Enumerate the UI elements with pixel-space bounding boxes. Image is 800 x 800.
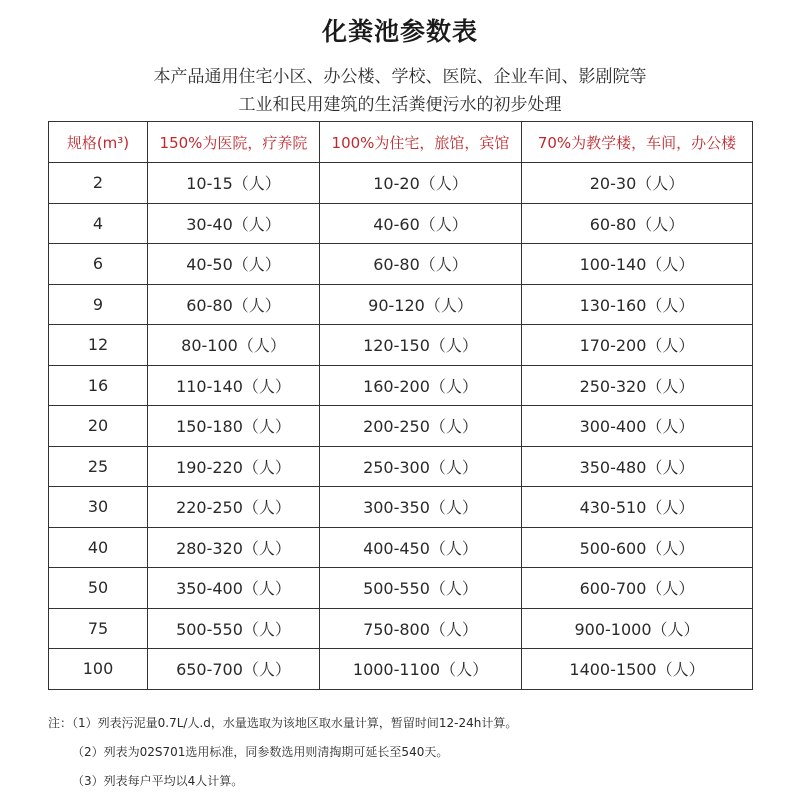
cell-spec: 30 (49, 487, 148, 528)
cell-spec: 4 (49, 203, 148, 244)
cell-teaching: 500-600（人） (522, 527, 753, 568)
cell-teaching: 1400-1500（人） (522, 649, 753, 690)
cell-teaching: 900-1000（人） (522, 608, 753, 649)
table-row (49, 446, 753, 487)
header-residential: 100%为住宅，旅馆，宾馆 (320, 122, 522, 163)
cell-residential: 200-250（人） (320, 406, 522, 447)
cell-hospital: 80-100（人） (148, 325, 320, 366)
header-teaching: 70%为教学楼，车间，办公楼 (522, 122, 753, 163)
table-row (49, 365, 753, 406)
table-row (49, 649, 753, 690)
cell-spec: 100 (49, 649, 148, 690)
cell-residential: 400-450（人） (320, 527, 522, 568)
cell-residential: 160-200（人） (320, 365, 522, 406)
cell-residential: 250-300（人） (320, 446, 522, 487)
table-row (49, 284, 753, 325)
cell-spec: 16 (49, 365, 148, 406)
cell-residential: 40-60（人） (320, 203, 522, 244)
cell-residential: 300-350（人） (320, 487, 522, 528)
cell-hospital: 10-15（人） (148, 163, 320, 204)
table-row (49, 527, 753, 568)
cell-residential: 90-120（人） (320, 284, 522, 325)
cell-hospital: 30-40（人） (148, 203, 320, 244)
cell-teaching: 430-510（人） (522, 487, 753, 528)
cell-teaching: 350-480（人） (522, 446, 753, 487)
table-row (49, 163, 753, 204)
cell-spec: 20 (49, 406, 148, 447)
cell-spec: 50 (49, 568, 148, 609)
cell-hospital: 40-50（人） (148, 244, 320, 285)
cell-teaching: 130-160（人） (522, 284, 753, 325)
subtitle-line-2: 工业和民用建筑的生活粪便污水的初步处理 (238, 95, 562, 115)
table-row (49, 487, 753, 528)
cell-spec: 9 (49, 284, 148, 325)
cell-hospital: 500-550（人） (148, 608, 320, 649)
table-row (49, 568, 753, 609)
cell-residential: 500-550（人） (320, 568, 522, 609)
cell-spec: 6 (49, 244, 148, 285)
note-3: （3）列表每户平均以4人计算。 (72, 774, 244, 788)
cell-teaching: 60-80（人） (522, 203, 753, 244)
table-body (49, 163, 753, 690)
cell-residential: 120-150（人） (320, 325, 522, 366)
cell-spec: 40 (49, 527, 148, 568)
cell-residential: 10-20（人） (320, 163, 522, 204)
subtitle-line-1: 本产品通用住宅小区、办公楼、学校、医院、企业车间、影剧院等 (153, 67, 647, 87)
cell-spec: 12 (49, 325, 148, 366)
note-2: （2）列表为02S701选用标准，同参数选用则清掏期可延长至540天。 (72, 745, 449, 759)
cell-hospital: 60-80（人） (148, 284, 320, 325)
cell-teaching: 170-200（人） (522, 325, 753, 366)
cell-spec: 75 (49, 608, 148, 649)
table-header-row (49, 122, 753, 163)
table-row (49, 325, 753, 366)
cell-teaching: 300-400（人） (522, 406, 753, 447)
cell-hospital: 190-220（人） (148, 446, 320, 487)
table-row (49, 244, 753, 285)
table-row (49, 406, 753, 447)
cell-spec: 25 (49, 446, 148, 487)
note-1: 注：（1）列表污泥量0.7L/人.d，水量选取为该地区取水量计算，暂留时间12-24h计算。 (48, 716, 518, 730)
table-row (49, 203, 753, 244)
cell-teaching: 100-140（人） (522, 244, 753, 285)
cell-hospital: 350-400（人） (148, 568, 320, 609)
cell-teaching: 600-700（人） (522, 568, 753, 609)
cell-hospital: 650-700（人） (148, 649, 320, 690)
header-hospital: 150%为医院，疗养院 (148, 122, 320, 163)
cell-residential: 1000-1100（人） (320, 649, 522, 690)
cell-residential: 750-800（人） (320, 608, 522, 649)
cell-teaching: 20-30（人） (522, 163, 753, 204)
header-spec: 规格(m³) (49, 122, 148, 163)
cell-teaching: 250-320（人） (522, 365, 753, 406)
cell-hospital: 220-250（人） (148, 487, 320, 528)
cell-hospital: 280-320（人） (148, 527, 320, 568)
cell-hospital: 150-180（人） (148, 406, 320, 447)
parameter-table (48, 121, 753, 690)
page-title: 化粪池参数表 (321, 17, 478, 46)
cell-spec: 2 (49, 163, 148, 204)
table-row (49, 608, 753, 649)
cell-residential: 60-80（人） (320, 244, 522, 285)
cell-hospital: 110-140（人） (148, 365, 320, 406)
